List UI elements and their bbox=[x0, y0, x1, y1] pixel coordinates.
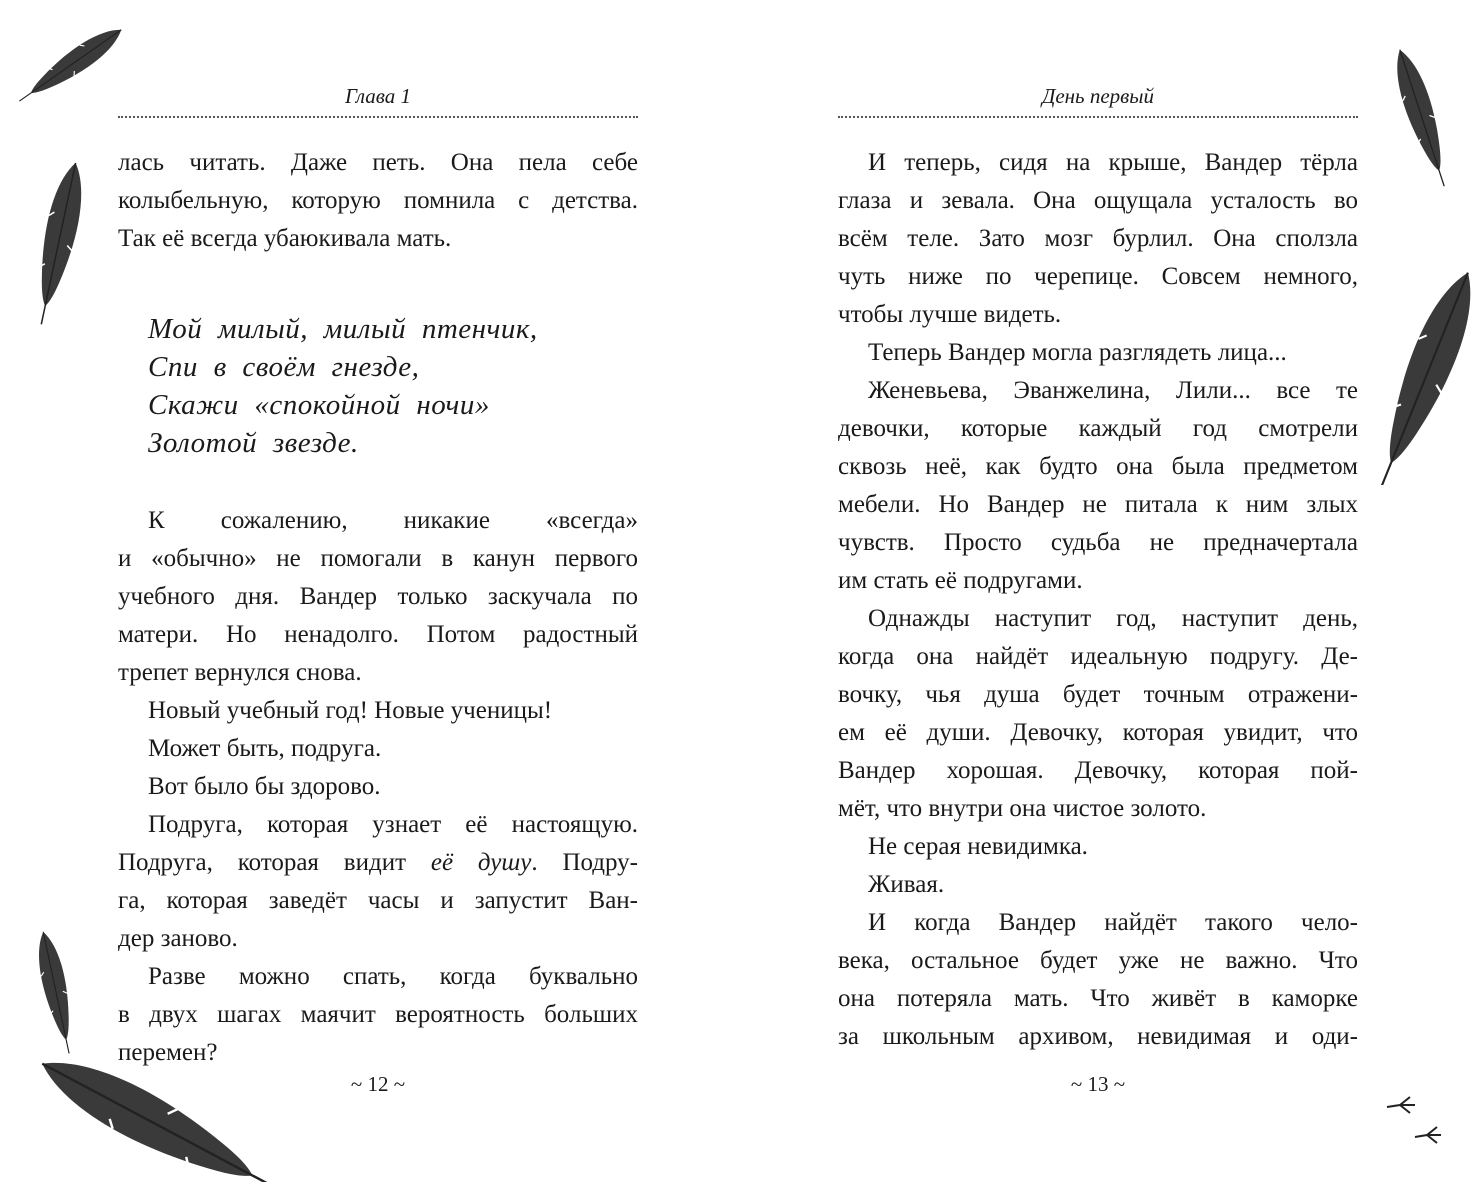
text-line bbox=[118, 578, 638, 616]
text-segment: учебного дня. Вандер только заскучала по bbox=[118, 583, 638, 610]
text-line bbox=[838, 258, 1358, 296]
text-segment: . Подру- bbox=[531, 849, 638, 876]
text-segment: мебели. Но Вандер не питала к ним злых bbox=[838, 491, 1358, 518]
text-line bbox=[838, 828, 1358, 866]
text-line bbox=[838, 1018, 1358, 1056]
text-segment: Теперь Вандер могла разглядеть лица... bbox=[868, 339, 1287, 366]
text-segment: когда она найдёт идеальную подругу. Де- bbox=[838, 643, 1358, 670]
text-line bbox=[838, 372, 1358, 410]
text-segment: всём теле. Зато мозг бурлил. Она сползла bbox=[838, 225, 1358, 252]
text-line bbox=[118, 654, 638, 692]
text-line bbox=[838, 448, 1358, 486]
text-line bbox=[838, 676, 1358, 714]
text-line bbox=[118, 920, 638, 958]
right-page-body bbox=[838, 144, 1358, 1056]
running-header-left: Глава 1 bbox=[345, 84, 411, 108]
feather-icon bbox=[1380, 265, 1477, 485]
text-segment: И теперь, сидя на крыше, Вандер тёрла bbox=[868, 149, 1358, 176]
text-line bbox=[838, 144, 1358, 182]
text-segment: Новый учебный год! Новые ученицы! bbox=[148, 697, 553, 724]
text-line bbox=[118, 806, 638, 844]
text-line bbox=[118, 768, 638, 806]
text-segment: Подруга, которая видит bbox=[118, 849, 431, 876]
text-line bbox=[118, 958, 638, 996]
feather-icon bbox=[25, 925, 85, 1055]
text-line bbox=[118, 844, 638, 882]
text-segment: колыбельную, которую помнила с детства. bbox=[118, 187, 638, 214]
text-line bbox=[118, 540, 638, 578]
text-segment: га, которая заведёт часы и запустит Ван- bbox=[118, 887, 638, 914]
text-segment: века, остальное будет уже не важно. Что bbox=[838, 947, 1358, 974]
poem-line: Золотой звезде. bbox=[148, 427, 359, 459]
text-segment: лась читать. Даже петь. Она пела себе bbox=[118, 149, 638, 176]
text-segment: чтобы лучше видеть. bbox=[838, 301, 1062, 328]
text-segment: перемен? bbox=[118, 1039, 218, 1066]
header-divider bbox=[118, 116, 638, 118]
text-line bbox=[838, 904, 1358, 942]
text-line bbox=[118, 692, 638, 730]
text-segment: в двух шагах маячит вероятность больших bbox=[118, 1001, 638, 1028]
text-line bbox=[838, 866, 1358, 904]
poem bbox=[148, 310, 638, 462]
text-segment: и «обычно» не помогали в канун первого bbox=[118, 545, 638, 572]
text-segment: Вандер хорошая. Девочку, которая пой- bbox=[838, 757, 1358, 784]
text-line bbox=[838, 334, 1358, 372]
left-page-body bbox=[118, 144, 638, 1072]
text-segment: Может быть, подруга. bbox=[148, 735, 382, 762]
text-segment: К сожалению, никакие «всегда» bbox=[148, 507, 638, 534]
text-line bbox=[838, 524, 1358, 562]
text-segment: девочки, которые каждый год смотрели bbox=[838, 415, 1358, 442]
header-divider bbox=[838, 116, 1358, 118]
text-segment: матери. Но ненадолго. Потом радостный bbox=[118, 621, 638, 648]
text-segment: Вот было бы здорово. bbox=[148, 773, 381, 800]
text-segment: И когда Вандер найдёт такого чело- bbox=[868, 909, 1358, 936]
text-segment: глаза и зевала. Она ощущала усталость во bbox=[838, 187, 1358, 214]
text-segment: вочку, чья душа будет точным отражени- bbox=[838, 681, 1358, 708]
text-segment: Подруга, которая узнает её настоящую. bbox=[148, 811, 638, 838]
bird-footprint-icon bbox=[1385, 1095, 1455, 1155]
text-line bbox=[838, 296, 1358, 334]
text-line bbox=[118, 182, 638, 220]
text-line bbox=[118, 220, 638, 258]
text-line bbox=[118, 730, 638, 768]
text-segment: Однажды наступит год, наступит день, bbox=[868, 605, 1358, 632]
text-line bbox=[838, 562, 1358, 600]
text-line bbox=[118, 882, 638, 920]
text-line bbox=[118, 996, 638, 1034]
poem-line: Мой милый, милый птенчик, bbox=[148, 313, 538, 345]
text-segment: трепет вернулся снова. bbox=[118, 659, 362, 686]
poem-line: Спи в своём гнезде, bbox=[148, 351, 420, 383]
text-line bbox=[118, 502, 638, 540]
text-line bbox=[838, 410, 1358, 448]
text-segment: чувств. Просто судьба не предначертала bbox=[838, 529, 1358, 556]
text-line bbox=[838, 486, 1358, 524]
text-line bbox=[838, 980, 1358, 1018]
text-segment: им стать её подругами. bbox=[838, 567, 1083, 594]
text-segment: Женевьева, Эванжелина, Лили... все те bbox=[868, 377, 1358, 404]
text-line bbox=[838, 942, 1358, 980]
text-line bbox=[838, 714, 1358, 752]
poem-line: Скажи «спокойной ночи» bbox=[148, 389, 490, 421]
text-segment: Так её всегда убаюкивала мать. bbox=[118, 225, 452, 252]
page-number-right: ~ 13 ~ bbox=[1070, 1072, 1126, 1096]
running-header-right: День первый bbox=[1041, 84, 1155, 108]
text-line bbox=[838, 182, 1358, 220]
text-line bbox=[118, 144, 638, 182]
feather-icon bbox=[1385, 40, 1455, 190]
text-segment: Не серая невидимка. bbox=[868, 833, 1088, 860]
text-line bbox=[838, 790, 1358, 828]
emphasis: её душу bbox=[430, 849, 532, 876]
text-line bbox=[118, 616, 638, 654]
text-segment: Разве можно спать, когда буквально bbox=[148, 963, 638, 990]
text-segment: чуть ниже по черепице. Совсем немного, bbox=[838, 263, 1358, 290]
text-segment: сквозь неё, как будто она была предметом bbox=[838, 453, 1358, 480]
feather-icon bbox=[15, 0, 135, 130]
text-line bbox=[838, 600, 1358, 638]
feather-icon bbox=[30, 140, 90, 340]
text-segment: она потеряла мать. Что живёт в каморке bbox=[838, 985, 1358, 1012]
text-line bbox=[838, 638, 1358, 676]
text-segment: дер заново. bbox=[118, 925, 238, 952]
text-line bbox=[838, 220, 1358, 258]
text-segment: за школьным архивом, невидимая и оди- bbox=[838, 1023, 1358, 1050]
text-segment: ем её души. Девочку, которая увидит, что bbox=[838, 719, 1358, 746]
page-number-left: ~ 12 ~ bbox=[350, 1072, 406, 1096]
text-segment: Живая. bbox=[868, 871, 945, 898]
text-segment: мёт, что внутри она чистое золото. bbox=[838, 795, 1207, 822]
text-line bbox=[118, 1034, 638, 1072]
text-line bbox=[838, 752, 1358, 790]
